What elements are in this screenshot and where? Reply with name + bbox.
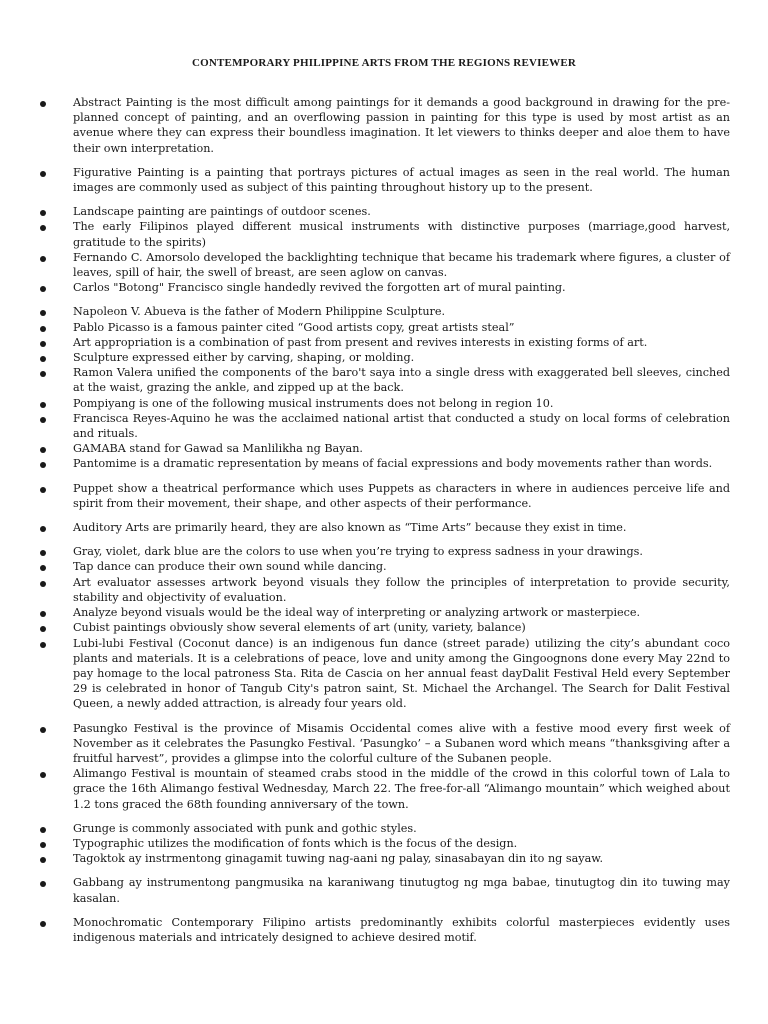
bullet-icon xyxy=(40,210,46,216)
list-item-text: Auditory Arts are primarily heard, they are also known as “Time Arts” because they exist in time. xyxy=(73,521,627,535)
list-item xyxy=(40,875,730,905)
bullet-icon xyxy=(40,341,46,347)
list-item xyxy=(40,520,730,535)
list-item-text: Lubi-lubi Festival (Coconut dance) is an indigenous fun dance (street parade) utilizing the city’s abundant coco plants and materials. It is a celebrations of peace, love and unity among the Gingoognons done every May 22nd to pay homage to the local patroness Sta. Rita de Cascia on her annual feast dayDalit Festival Held every September 29 is celebrated in honor of Tangub City's patron saint, St. Michael the Archangel. The Search for Dalit Festival Queen, a newly added attraction, is already four years old. xyxy=(73,636,730,711)
list-item xyxy=(40,721,730,767)
bullet-icon xyxy=(40,487,46,493)
list-item-text: Tagoktok ay instrmentong ginagamit tuwing nag-aani ng palay, sinasabayan din ito ng sayaw. xyxy=(73,852,604,866)
list-item xyxy=(40,766,730,812)
list-item-text: Art appropriation is a combination of past from present and revives interests in existing forms of art. xyxy=(73,335,648,349)
list-item xyxy=(40,411,730,441)
list-item xyxy=(40,165,730,195)
bullet-icon xyxy=(40,727,46,733)
list-item xyxy=(40,280,730,295)
list-item xyxy=(40,605,730,620)
list-item xyxy=(40,481,730,511)
bullet-icon xyxy=(40,402,46,408)
list-item xyxy=(40,821,730,836)
bullet-icon xyxy=(40,565,46,571)
list-item xyxy=(40,915,730,945)
list-item-text: Pasungko Festival is the province of Misamis Occidental comes alive with a festive mood every first week of November as it celebrates the Pasungko Festival. ‘Pasungko’ – a Subanen word which means “thanksgiving after a fruitful harvest”, provides a glimpse into the colorful culture of the Subanen people. xyxy=(73,721,730,765)
list-item xyxy=(40,219,730,249)
list-item xyxy=(40,575,730,605)
list-item-text: Grunge is commonly associated with punk and gothic styles. xyxy=(73,821,417,835)
list-item-text: Pantomime is a dramatic representation by means of facial expressions and body movements rather than words. xyxy=(73,457,713,471)
list-item-text: Sculpture expressed either by carving, shaping, or molding. xyxy=(73,351,415,365)
list-item-text: Pompiyang is one of the following musical instruments does not belong in region 10. xyxy=(73,396,554,410)
list-item-text: Ramon Valera unified the components of the baro't saya into a single dress with exaggerated bell sleeves, cinched at the waist, grazing the ankle, and zipped up at the back. xyxy=(73,366,730,395)
list-item-text: Fernando C. Amorsolo developed the backlighting technique that became his trademark where figures, a cluster of leaves, spill of hair, the swell of breast, are seen aglow on canvas. xyxy=(73,250,730,280)
bullet-icon xyxy=(40,827,46,833)
list-item-text: Francisca Reyes-Aquino he was the acclaimed national artist that conducted a study on local forms of celebration and rituals. xyxy=(73,411,730,441)
bullet-icon xyxy=(40,462,46,468)
list-item xyxy=(40,365,730,395)
list-item-text: Figurative Painting is a painting that portrays pictures of actual images as seen in the real world. The human images are commonly used as subject of this painting throughout history up to the present. xyxy=(73,165,730,195)
list-item-text: Typographic utilizes the modification of fonts which is the focus of the design. xyxy=(73,836,518,850)
bullet-icon xyxy=(40,857,46,863)
list-item-text: Landscape painting are paintings of outdoor scenes. xyxy=(73,205,371,219)
list-item xyxy=(40,636,730,712)
bullet-icon xyxy=(40,310,46,316)
list-item xyxy=(40,851,730,866)
list-item-text: Carlos "Botong" Francisco single handedly revived the forgotten art of mural painting. xyxy=(73,281,566,295)
bullet-icon xyxy=(40,581,46,587)
bullet-icon xyxy=(40,642,46,648)
bullet-icon xyxy=(40,326,46,332)
bullet-icon xyxy=(40,356,46,362)
list-item xyxy=(40,620,730,635)
list-item-text: Art evaluator assesses artwork beyond visuals they follow the principles of interpretation to provide security, stability and objectivity of evaluation. xyxy=(73,575,730,604)
list-item-text: Analyze beyond visuals would be the ideal way of interpreting or analyzing artwork or masterpiece. xyxy=(73,606,641,620)
list-item-text: Monochromatic Contemporary Filipino artists predominantly exhibits colorful masterpieces evidently uses indigenous materials and intricately designed to achieve desired motif. xyxy=(73,915,730,944)
list-item xyxy=(40,350,730,365)
bullet-icon xyxy=(40,371,46,377)
list-item-text: Cubist paintings obviously show several elements of art (unity, variety, balance) xyxy=(73,621,526,635)
reviewer-list xyxy=(40,95,730,945)
list-item xyxy=(40,836,730,851)
bullet-icon xyxy=(40,881,46,887)
page-title: CONTEMPORARY PHILIPPINE ARTS FROM THE REGIONS REVIEWER xyxy=(191,57,577,69)
list-item-text: Puppet show a theatrical performance which uses Puppets as characters in where in audiences perceive life and spirit from their movement, their shape, and other aspects of their performance. xyxy=(73,481,730,510)
bullet-icon xyxy=(40,626,46,632)
list-item xyxy=(40,544,730,559)
list-item-text: Alimango Festival is mountain of steamed crabs stood in the middle of the crowd in this colorful town of Lala to grace the 16th Alimango festival Wednesday, March 22. The free-for-all “Alimango mountain” which weighed about 1.2 tons graced the 68th founding anniversary of the town. xyxy=(73,767,730,811)
bullet-icon xyxy=(40,447,46,453)
list-item xyxy=(40,320,730,335)
bullet-icon xyxy=(40,611,46,617)
list-item-text: The early Filipinos played different musical instruments with distinctive purposes (marriage,good harvest, gratitude to the spirits) xyxy=(73,220,730,249)
list-item-text: Napoleon V. Abueva is the father of Modern Philippine Sculpture. xyxy=(73,305,446,319)
list-item xyxy=(40,250,730,280)
bullet-icon xyxy=(40,101,46,107)
bullet-icon xyxy=(40,842,46,848)
list-item xyxy=(40,456,730,471)
bullet-icon xyxy=(40,171,46,177)
list-item-text: Pablo Picasso is a famous painter cited “Good artists copy, great artists steal” xyxy=(73,320,515,334)
bullet-icon xyxy=(40,417,46,423)
list-item xyxy=(40,95,730,156)
bullet-icon xyxy=(40,286,46,292)
bullet-icon xyxy=(40,526,46,532)
list-item xyxy=(40,335,730,350)
list-item xyxy=(40,396,730,411)
bullet-icon xyxy=(40,225,46,231)
list-item-text: Gabbang ay instrumentong pangmusika na karaniwang tinutugtog ng mga babae, tinutugtog din ito tuwing may kasalan. xyxy=(73,876,730,905)
list-item xyxy=(40,204,730,219)
list-item-text: Abstract Painting is the most difficult among paintings for it demands a good background in drawing for the pre-planned concept of painting, and an overflowing passion in painting for this type is used by most artist as an avenue where they can express their boundless imagination. It let viewers to thinks deeper and aloe them to have their own interpretation. xyxy=(73,96,730,155)
list-item xyxy=(40,559,730,574)
bullet-icon xyxy=(40,772,46,778)
list-item-text: GAMABA stand for Gawad sa Manlilikha ng Bayan. xyxy=(73,442,363,456)
list-item xyxy=(40,304,730,319)
bullet-icon xyxy=(40,921,46,927)
list-item xyxy=(40,441,730,456)
bullet-icon xyxy=(40,550,46,556)
bullet-icon xyxy=(40,256,46,262)
list-item-text: Tap dance can produce their own sound while dancing. xyxy=(73,560,387,574)
list-item-text: Gray, violet, dark blue are the colors to use when you’re trying to express sadness in your drawings. xyxy=(73,545,643,559)
